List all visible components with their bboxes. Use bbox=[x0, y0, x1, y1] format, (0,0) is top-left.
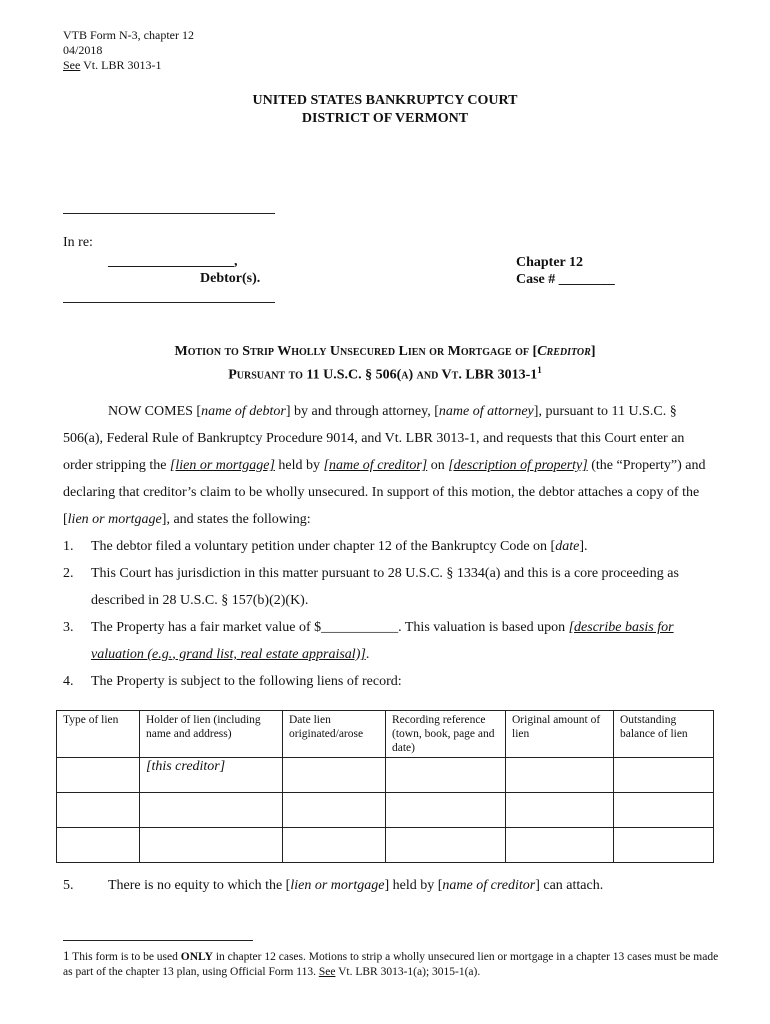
table-cell[interactable] bbox=[386, 793, 506, 828]
liens-table bbox=[56, 710, 714, 863]
col-holder-of-lien: Holder of lien (including name and address) bbox=[140, 711, 283, 758]
table-cell[interactable] bbox=[283, 828, 386, 863]
caption-top-rule bbox=[63, 213, 275, 214]
table-cell[interactable] bbox=[283, 758, 386, 793]
table-cell-holder[interactable]: [this creditor] bbox=[140, 758, 283, 793]
court-heading bbox=[0, 92, 770, 128]
table-cell[interactable] bbox=[57, 793, 140, 828]
court-district: DISTRICT OF VERMONT bbox=[301, 111, 469, 126]
debtor-label: Debtor(s). bbox=[200, 271, 261, 286]
table-cell[interactable] bbox=[283, 793, 386, 828]
motion-body bbox=[63, 398, 713, 695]
table-cell[interactable] bbox=[386, 758, 506, 793]
chapter-label: Chapter 12 bbox=[516, 255, 584, 270]
chapter-case-block bbox=[516, 254, 615, 288]
col-type-of-lien: Type of lien bbox=[57, 711, 140, 758]
footnote: 1 This form is to be used ONLY in chapter 12 cases. Motions to strip a wholly unsecured lien or mortgage in a chapter 13 cases must be made as part of the chapter 13 plan, using Official Form 113. See Vt. LBR 3013-1(a); 3015-1(a). bbox=[63, 948, 719, 978]
opening-paragraph: NOW COMES [name of debtor] by and through attorney, [name of attorney], pursuant to 11 U.S.C. § 506(a), Federal Rule of Bankruptcy Procedure 9014, and Vt. LBR 3013-1, and requests that this Court enter an order stripping the [lien or mortgage] held by [name of creditor] on [description of property] (the “Property”) and declaring that creditor’s claim to be wholly unsecured. In support of this motion, the debtor attaches a copy of the [lien or mortgage], and states the following: bbox=[63, 404, 706, 527]
table-row bbox=[57, 793, 714, 828]
case-number: Case # ________ bbox=[516, 272, 615, 287]
table-row bbox=[57, 758, 714, 793]
table-header-row bbox=[57, 711, 714, 758]
list-item: 3. The Property has a fair market value of $___________. This valuation is based upon [describe basis for valuation (e.g., grand list, real estate appraisal)]. bbox=[63, 620, 674, 662]
table-cell[interactable] bbox=[614, 828, 714, 863]
table-row bbox=[57, 828, 714, 863]
court-name: UNITED STATES BANKRUPTCY COURT bbox=[252, 93, 518, 108]
col-outstanding-balance: Outstanding balance of lien bbox=[614, 711, 714, 758]
table-cell[interactable] bbox=[506, 793, 614, 828]
motion-title-line2: Pursuant to 11 U.S.C. § 506(a) and Vt. LBR $3013-1^1$ bbox=[228, 365, 542, 383]
motion-title bbox=[0, 343, 770, 385]
list-item: 2. This Court has jurisdiction in this matter pursuant to 28 U.S.C. § 1334(a) and this is a core proceeding as described in 28 U.S.C. § 157(b)(2)(K). bbox=[63, 566, 679, 608]
form-rule: See Vt. LBR 3013-1 bbox=[63, 58, 162, 72]
table-cell[interactable] bbox=[614, 758, 714, 793]
footnote-reference[interactable]: 1 bbox=[537, 365, 542, 375]
in-re-label: In re: bbox=[63, 235, 93, 250]
table-cell[interactable] bbox=[614, 793, 714, 828]
table-cell[interactable] bbox=[140, 828, 283, 863]
table-cell[interactable] bbox=[506, 828, 614, 863]
caption-bottom-rule bbox=[63, 302, 275, 303]
table-cell[interactable] bbox=[386, 828, 506, 863]
table-cell[interactable] bbox=[506, 758, 614, 793]
footnote-rule bbox=[63, 940, 253, 941]
col-original-amount: Original amount of lien bbox=[506, 711, 614, 758]
form-header bbox=[63, 28, 194, 73]
table-cell[interactable] bbox=[57, 758, 140, 793]
form-id: VTB Form N-3, chapter 12 bbox=[63, 28, 194, 42]
list-item: 1. The debtor filed a voluntary petition under chapter 12 of the Bankruptcy Code on [date]. bbox=[63, 539, 588, 554]
form-date: 04/2018 bbox=[63, 43, 103, 57]
col-date-lien: Date lien originated/arose bbox=[283, 711, 386, 758]
list-item: 4. The Property is subject to the following liens of record: bbox=[63, 674, 402, 689]
list-item-5: 5. There is no equity to which the [lien or mortgage] held by [name of creditor] can attach. bbox=[63, 878, 604, 893]
debtor-name-blank: __________________, bbox=[108, 254, 238, 269]
table-cell[interactable] bbox=[57, 828, 140, 863]
col-recording-reference: Recording reference (town, book, page and date) bbox=[386, 711, 506, 758]
table-cell[interactable] bbox=[140, 793, 283, 828]
motion-title-line1: Motion to Strip Wholly Unsecured Lien or Mortgage of [Creditor] bbox=[174, 344, 596, 359]
